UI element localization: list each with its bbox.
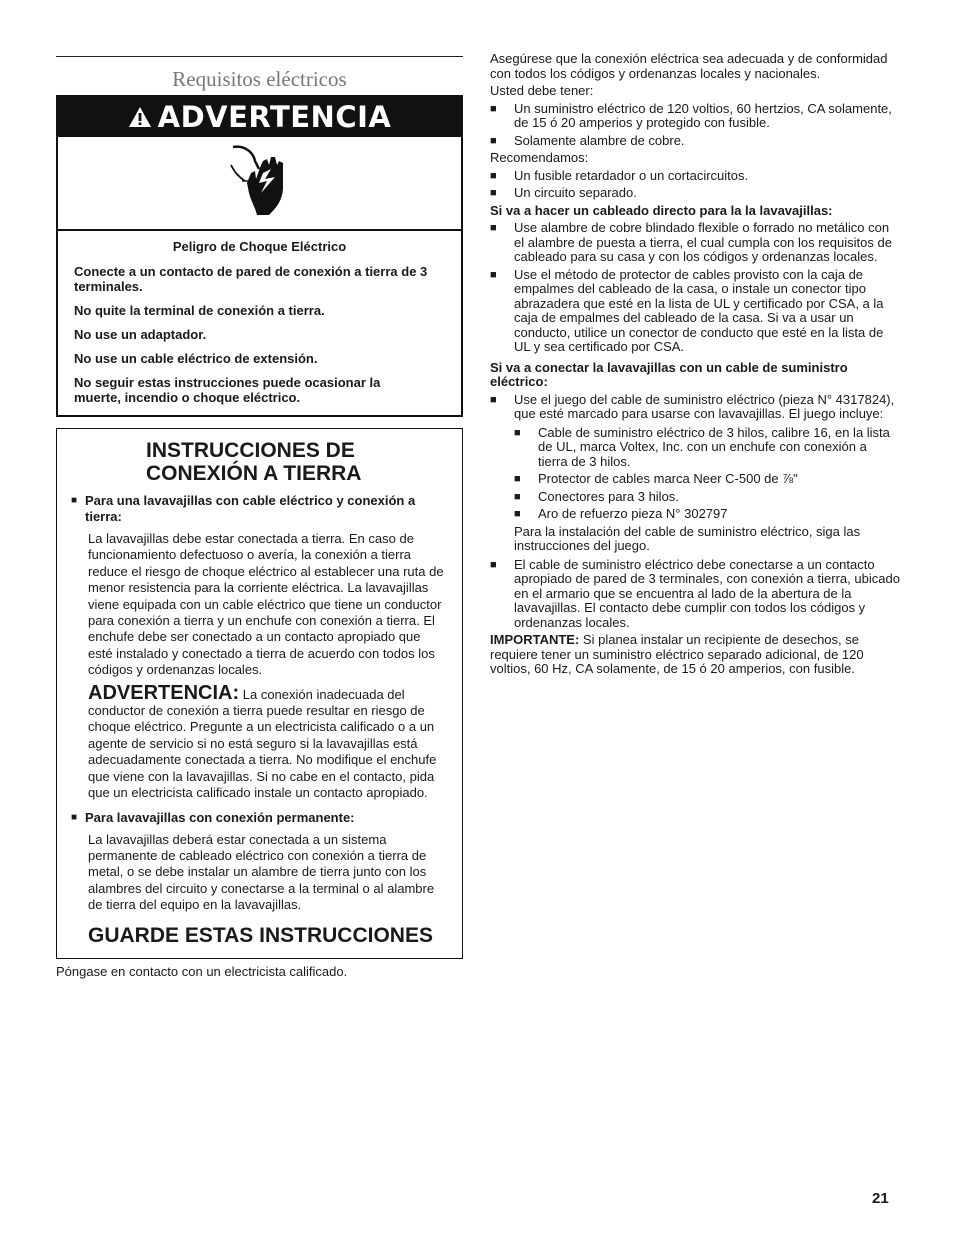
warning-header bbox=[58, 97, 461, 137]
list-item bbox=[71, 810, 446, 826]
instructions-title bbox=[71, 439, 446, 485]
square-bullet-icon: ■ bbox=[514, 473, 521, 485]
important-text: Si planea instalar un recipiente de desechos, se requiere tener un suministro eléctrico separado adicional, de 120 voltios, 60 Hz, CA solamente, de 15 ó 20 amperios, con fusible. bbox=[490, 632, 864, 676]
instructions-title-line: INSTRUCCIONES DE bbox=[146, 439, 355, 462]
advertencia-paragraph bbox=[71, 681, 446, 802]
square-bullet-icon: ■ bbox=[514, 490, 521, 503]
square-bullet-icon: ■ bbox=[490, 268, 497, 281]
section-title: Requisitos eléctricos bbox=[172, 67, 347, 91]
list-item-text: Use el método de protector de cables provisto con la caja de empalmes del cableado de la casa, o instale un conector tipo abrazadera que esté en la lista de UL y certificado por CSA, a la caja de empalmes del cableado de la casa. Si va a usar un conducto, utilice un conector de conducto que esté en la lista de UL y sea certificado por CSA. bbox=[514, 266, 884, 354]
list-item-text: Solamente alambre de cobre. bbox=[514, 132, 685, 148]
advertencia-text: La conexión inadecuada del conductor de conexión a tierra puede resultar en riesgo de choque eléctrico. Pregunte a un electricista calificado o a un agente de servicio si no está seguro si la lavavajillas está adecuadamente conectada a tierra. No modifique el enchufe que viene con la lavavajillas. Si no cabe en el contacto, pida que un electricista calificado instale un contacto apropiado. bbox=[88, 686, 437, 801]
list-item bbox=[490, 169, 900, 184]
list-item-text: Aro de refuerzo pieza N° 302797 bbox=[538, 506, 728, 521]
list-item bbox=[490, 268, 900, 355]
warning-box bbox=[56, 95, 463, 417]
list-item bbox=[490, 134, 900, 149]
square-bullet-icon: ■ bbox=[490, 134, 497, 147]
list-item-text: Protector de cables marca Neer C-500 de ⅞" bbox=[538, 471, 798, 486]
direct-wiring-heading: Si va a hacer un cableado directo para la la lavavajillas: bbox=[490, 202, 833, 218]
warning-line: No seguir estas instrucciones puede ocasionar la muerte, incendio o choque eléctrico. bbox=[74, 375, 381, 405]
power-cord-heading: Si va a conectar la lavavajillas con un cable de suministro eléctrico: bbox=[490, 359, 848, 389]
warning-title: Peligro de Choque Eléctrico bbox=[172, 239, 347, 254]
footnote: Póngase en contacto con un electricista calificado. bbox=[56, 963, 348, 979]
list-item-followup: Para la instalación del cable de suministro eléctrico, siga las instrucciones del juego. bbox=[514, 523, 861, 553]
intro-paragraph: Asegúrese que la conexión eléctrica sea adecuada y de conformidad con todos los códigos y ordenanzas locales y nacionales. bbox=[490, 51, 888, 81]
square-bullet-icon: ■ bbox=[490, 393, 497, 406]
left-column bbox=[56, 56, 463, 979]
square-bullet-icon: ■ bbox=[71, 495, 78, 506]
list-item-label: Para lavavajillas con conexión permanente: bbox=[85, 809, 355, 825]
square-bullet-icon: ■ bbox=[490, 187, 497, 199]
square-bullet-icon: ■ bbox=[490, 102, 497, 115]
list-item-label: Para una lavavajillas con cable eléctrico y conexión a tierra: bbox=[85, 493, 416, 524]
list-item-text: Un suministro eléctrico de 120 voltios, 60 hertzios, CA solamente, de 15 ó 20 amperios y protegido con fusible. bbox=[514, 100, 892, 130]
list-item bbox=[490, 221, 900, 265]
advertencia-word: ADVERTENCIA: bbox=[88, 681, 240, 704]
list-item bbox=[71, 493, 446, 525]
guarde-heading: GUARDE ESTAS INSTRUCCIONES bbox=[88, 923, 433, 947]
warning-triangle-icon bbox=[128, 106, 152, 128]
instructions-title-line: CONEXIÓN A TIERRA bbox=[146, 462, 362, 485]
important-label: IMPORTANTE: bbox=[490, 632, 580, 647]
list-item-text: Conectores para 3 hilos. bbox=[538, 488, 679, 504]
warning-line: No use un cable eléctrico de extensión. bbox=[74, 351, 318, 366]
list-item bbox=[490, 558, 900, 631]
must-have-label: Usted debe tener: bbox=[490, 83, 594, 98]
list-item bbox=[514, 490, 900, 505]
list-item bbox=[490, 186, 900, 201]
list-item bbox=[490, 102, 900, 131]
list-item-text: Cable de suministro eléctrico de 3 hilos, calibre 16, en la lista de UL, marca Voltex, Inc. con un enchufe con conexión a tierra de 3 hilos. bbox=[538, 424, 890, 469]
list-item-text: Use el juego del cable de suministro eléctrico (pieza N° 4317824), que esté marcado para usarse con lavavajillas. El juego incluye: bbox=[514, 391, 895, 421]
square-bullet-icon: ■ bbox=[514, 508, 521, 520]
grounding-instructions-box bbox=[56, 428, 463, 959]
list-item bbox=[514, 426, 900, 470]
important-note bbox=[490, 633, 900, 677]
electric-shock-hand-icon bbox=[229, 143, 291, 223]
list-item bbox=[514, 472, 900, 487]
list-item-text: Use alambre de cobre blindado flexible o forrado no metálico con el alambre de puesta a tierra, el cual cumpla con los requisitos de cableado para su casa y con los códigos y ordenanzas locales. bbox=[514, 220, 892, 264]
list-item-text: El cable de suministro eléctrico debe conectarse a un contacto apropiado de pared de 3 terminales, con conexión a tierra, ubicado en el armario que se encuentra al lado de la abertura de la lavavajillas. El contacto debe cumplir con todos los códigos y ordenanzas locales. bbox=[514, 556, 900, 630]
list-item-text: Un circuito separado. bbox=[514, 185, 637, 200]
right-column bbox=[490, 52, 900, 680]
warning-icon-area bbox=[58, 137, 461, 231]
square-bullet-icon: ■ bbox=[514, 426, 521, 439]
body-paragraph: La lavavajillas debe estar conectada a tierra. En caso de funcionamiento defectuoso o avería, la conexión a tierra reduce el riesgo de choque eléctrico al establecer una ruta de menor resistencia para la corriente eléctrica. La lavavajillas viene equipada con un cable eléctrico que tiene un conductor para conexión a tierra y un enchufe con conexión a tierra. El enchufe debe ser conectado a un contacto apropiado que esté instalado y conectado a tierra de acuerdo con todos los códigos y ordenanzas locales. bbox=[88, 531, 444, 678]
body-paragraph: La lavavajillas deberá estar conectada a un sistema permanente de cableado eléctrico con conexión a tierra de metal, o se debe instalar un alambre de tierra junto con los alambres del circuito y conectarse a la terminal o al alambre de tierra del equipo en la lavavajillas. bbox=[88, 831, 435, 913]
kit-contents-list bbox=[514, 426, 900, 522]
top-divider bbox=[56, 56, 463, 57]
warning-line: Conecte a un contacto de pared de conexión a tierra de 3 terminales. bbox=[74, 264, 428, 294]
square-bullet-icon: ■ bbox=[490, 169, 497, 182]
list-item bbox=[514, 507, 900, 522]
warning-line: No quite la terminal de conexión a tierra. bbox=[74, 303, 325, 318]
square-bullet-icon: ■ bbox=[490, 222, 497, 234]
square-bullet-icon: ■ bbox=[490, 558, 497, 571]
warning-line: No use un adaptador. bbox=[74, 327, 207, 342]
page-number: 21 bbox=[872, 1190, 889, 1207]
square-bullet-icon: ■ bbox=[71, 811, 78, 823]
warning-text bbox=[58, 231, 461, 415]
list-item bbox=[490, 393, 900, 554]
warning-header-text: ADVERTENCIA bbox=[157, 99, 392, 134]
list-item-text: Un fusible retardador o un cortacircuitos. bbox=[514, 167, 749, 183]
recommend-label: Recomendamos: bbox=[490, 150, 589, 165]
